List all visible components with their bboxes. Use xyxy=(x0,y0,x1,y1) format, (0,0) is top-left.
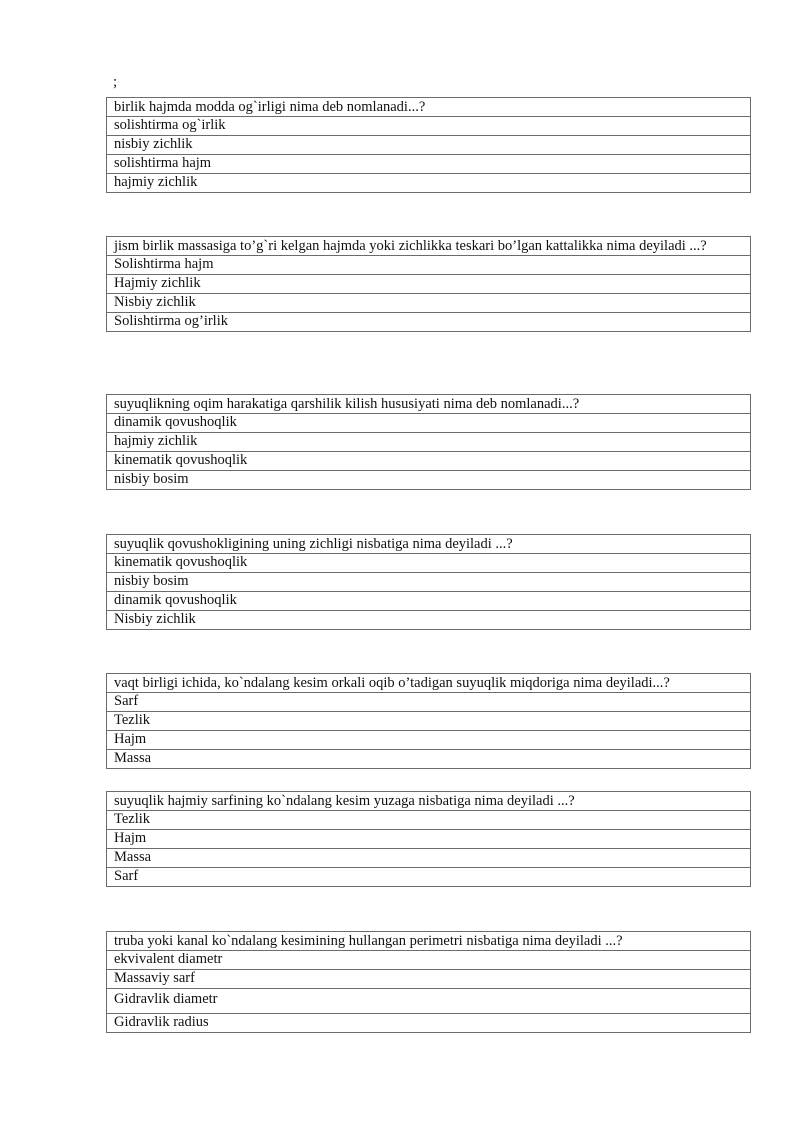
answer-option: Nisbiy zichlik xyxy=(107,294,751,313)
answer-option: nisbiy bosim xyxy=(107,573,751,592)
answer-option: kinematik qovushoqlik xyxy=(107,452,751,471)
question-text: vaqt birligi ichida, ko`ndalang kesim orkali oqib o’tadigan suyuqlik miqdoriga nima deyiladi...? xyxy=(107,674,751,693)
answer-option: Hajm xyxy=(107,731,751,750)
answer-option: Gidravlik radius xyxy=(107,1014,751,1033)
answer-option: Nisbiy zichlik xyxy=(107,611,751,630)
question-table-7 xyxy=(106,931,751,1033)
question-table-6 xyxy=(106,791,751,887)
question-text: birlik hajmda modda og`irligi nima deb nomlanadi...? xyxy=(107,98,751,117)
answer-option: hajmiy zichlik xyxy=(107,174,751,193)
answer-option: Massa xyxy=(107,750,751,769)
answer-option: Sarf xyxy=(107,693,751,712)
answer-option: Tezlik xyxy=(107,712,751,731)
answer-option: Gidravlik diametr xyxy=(107,989,751,1014)
answer-option: Tezlik xyxy=(107,811,751,830)
question-text: suyuqlik hajmiy sarfining ko`ndalang kesim yuzaga nisbatiga nima deyiladi ...? xyxy=(107,792,751,811)
answer-option: solishtirma hajm xyxy=(107,155,751,174)
bullet-marker: ; xyxy=(113,74,118,90)
answer-option: nisbiy bosim xyxy=(107,471,751,490)
question-text: jism birlik massasiga to’g`ri kelgan hajmda yoki zichlikka teskari bo’lgan kattalikka nima deyiladi ...? xyxy=(107,237,751,256)
answer-option: Hajm xyxy=(107,830,751,849)
answer-option: kinematik qovushoqlik xyxy=(107,554,751,573)
answer-option: hajmiy zichlik xyxy=(107,433,751,452)
answer-option: Massaviy sarf xyxy=(107,970,751,989)
answer-option: Solishtirma hajm xyxy=(107,256,751,275)
answer-option: dinamik qovushoqlik xyxy=(107,592,751,611)
answer-option: Hajmiy zichlik xyxy=(107,275,751,294)
question-table-5 xyxy=(106,673,751,769)
question-text: suyuqlik qovushokligining uning zichligi nisbatiga nima deyiladi ...? xyxy=(107,535,751,554)
question-table-1 xyxy=(106,97,751,193)
question-table-2 xyxy=(106,236,751,332)
question-table-4 xyxy=(106,534,751,630)
answer-option: dinamik qovushoqlik xyxy=(107,414,751,433)
answer-option: ekvivalent diametr xyxy=(107,951,751,970)
answer-option: Solishtirma og’irlik xyxy=(107,313,751,332)
answer-option: solishtirma og`irlik xyxy=(107,117,751,136)
answer-option: Massa xyxy=(107,849,751,868)
answer-option: nisbiy zichlik xyxy=(107,136,751,155)
question-text: suyuqlikning oqim harakatiga qarshilik kilish hususiyati nima deb nomlanadi...? xyxy=(107,395,751,414)
answer-option: Sarf xyxy=(107,868,751,887)
question-table-3 xyxy=(106,394,751,490)
question-text: truba yoki kanal ko`ndalang kesimining hullangan perimetri nisbatiga nima deyiladi ...? xyxy=(107,932,751,951)
